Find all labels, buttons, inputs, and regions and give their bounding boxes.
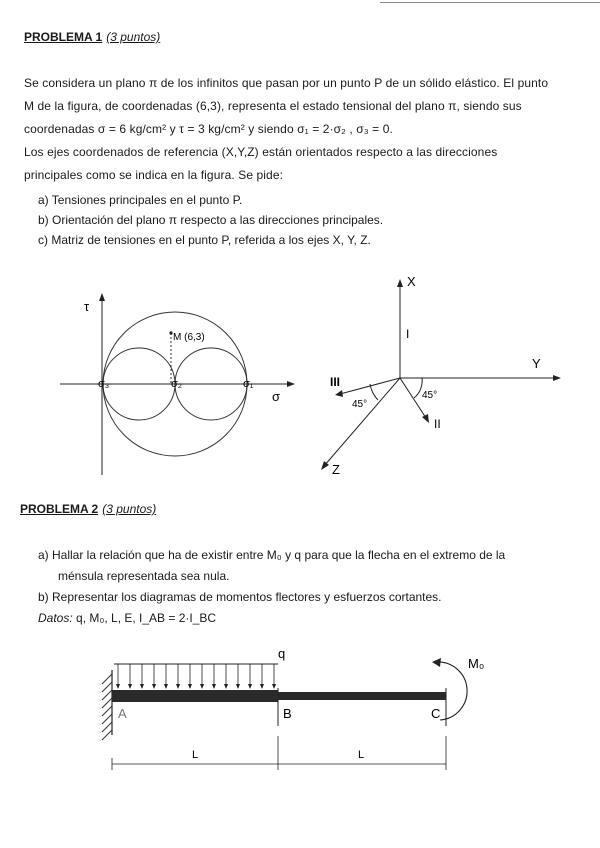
z-axis-label: Z: [332, 462, 340, 477]
dir-i-label: I: [406, 327, 410, 341]
y-axis-label: Y: [532, 356, 541, 371]
beam-segment-ab: [112, 690, 278, 702]
problem2-datos: [38, 608, 578, 629]
problem1-points: (3 puntos): [106, 30, 161, 44]
problem2-points: (3 puntos): [102, 502, 157, 516]
problem1-line1: Se considera un plano π de los infinitos que pasan por un punto P de un sólido elástico. El punto: [24, 76, 549, 90]
problem2-item-b: b) Representar los diagramas de momentos flectores y esfuerzos cortantes.: [38, 590, 442, 604]
angle-left-label: 45°: [352, 399, 368, 410]
angle-arc-left: [370, 384, 378, 400]
sigma1-label: σ₁: [243, 378, 254, 390]
point-b-label: B: [283, 706, 292, 721]
mohr-circle-diagram: [40, 285, 310, 485]
dir-iii-arrow: [335, 390, 343, 397]
beam-segment-bc: [278, 692, 446, 700]
wall-hatch: [102, 674, 112, 740]
load-arrowheads: [116, 684, 276, 689]
z-axis: [324, 378, 400, 466]
tau-axis-arrow: [99, 293, 105, 301]
problem2-title: PROBLEMA 2: [20, 502, 99, 516]
problem2-item-a-line2: ménsula representada sea nula.: [58, 569, 230, 583]
problem1-items: [38, 190, 578, 250]
problem1-item-c: c) Matriz de tensiones en el punto P, referida a los ejes X, Y, Z.: [38, 233, 371, 247]
datos-label: Datos:: [38, 611, 73, 625]
length-l1-label: L: [192, 749, 199, 761]
point-a-label: A: [118, 706, 127, 721]
sigma-axis-arrow: [287, 381, 295, 387]
moment-arc: [436, 662, 467, 720]
x-axis-arrow: [397, 279, 403, 287]
problem1-line2: M de la figura, de coordenadas (6,3), representa el estado tensional del plano π, siendo sus: [24, 99, 522, 113]
sigma-label: σ: [272, 389, 281, 404]
dir-ii-arrow: [422, 414, 429, 423]
problem1-item-a: a) Tensiones principales en el punto P.: [38, 193, 243, 207]
length-l2-label: L: [358, 749, 365, 761]
problem1-statement: [24, 72, 584, 187]
moment-arrowhead: [432, 658, 441, 667]
angle-arc-right: [414, 378, 422, 398]
problem1-line3: coordenadas σ = 6 kg/cm² y τ = 3 kg/cm² y siendo σ₁ = 2·σ₂ , σ₃ = 0.: [24, 122, 393, 136]
problem1-title: PROBLEMA 1: [24, 30, 103, 44]
x-axis-label: X: [407, 274, 416, 289]
problem1-line4: Los ejes coordenados de referencia (X,Y,Z) están orientados respecto a las direcciones: [24, 145, 498, 159]
moment-m0-label: M₀: [468, 656, 485, 671]
angle-right-label: 45°: [422, 390, 438, 401]
point-m-label: M (6,3): [173, 332, 205, 343]
point-c-label: C: [431, 706, 441, 721]
sigma3-label: σ₃: [98, 378, 110, 390]
sigma2-label: σ₂: [171, 378, 183, 390]
problem2-heading: [20, 502, 156, 516]
y-axis-arrow: [553, 375, 561, 381]
dir-ii-label: II: [434, 417, 441, 431]
dir-iii-label: III: [330, 375, 341, 389]
scan-edge-line: [380, 2, 600, 3]
problem2-items: [38, 545, 578, 629]
axes-diagram: [310, 270, 580, 485]
load-q-label: q: [278, 646, 286, 661]
problem1-item-b: b) Orientación del plano π respecto a las direcciones principales.: [38, 213, 384, 227]
beam-diagram: [90, 640, 500, 780]
problem1-line5: principales como se indica en la figura. Se pide:: [24, 168, 284, 182]
tau-label: τ: [84, 299, 90, 314]
problem2-item-a-line1: a) Hallar la relación que ha de existir entre M₀ y q para que la flecha en el extremo de la: [38, 548, 506, 562]
datos-value: q, M₀, L, E, I_AB = 2·I_BC: [76, 611, 217, 625]
load-arrows: [118, 664, 274, 686]
problem1-heading: [24, 30, 160, 44]
